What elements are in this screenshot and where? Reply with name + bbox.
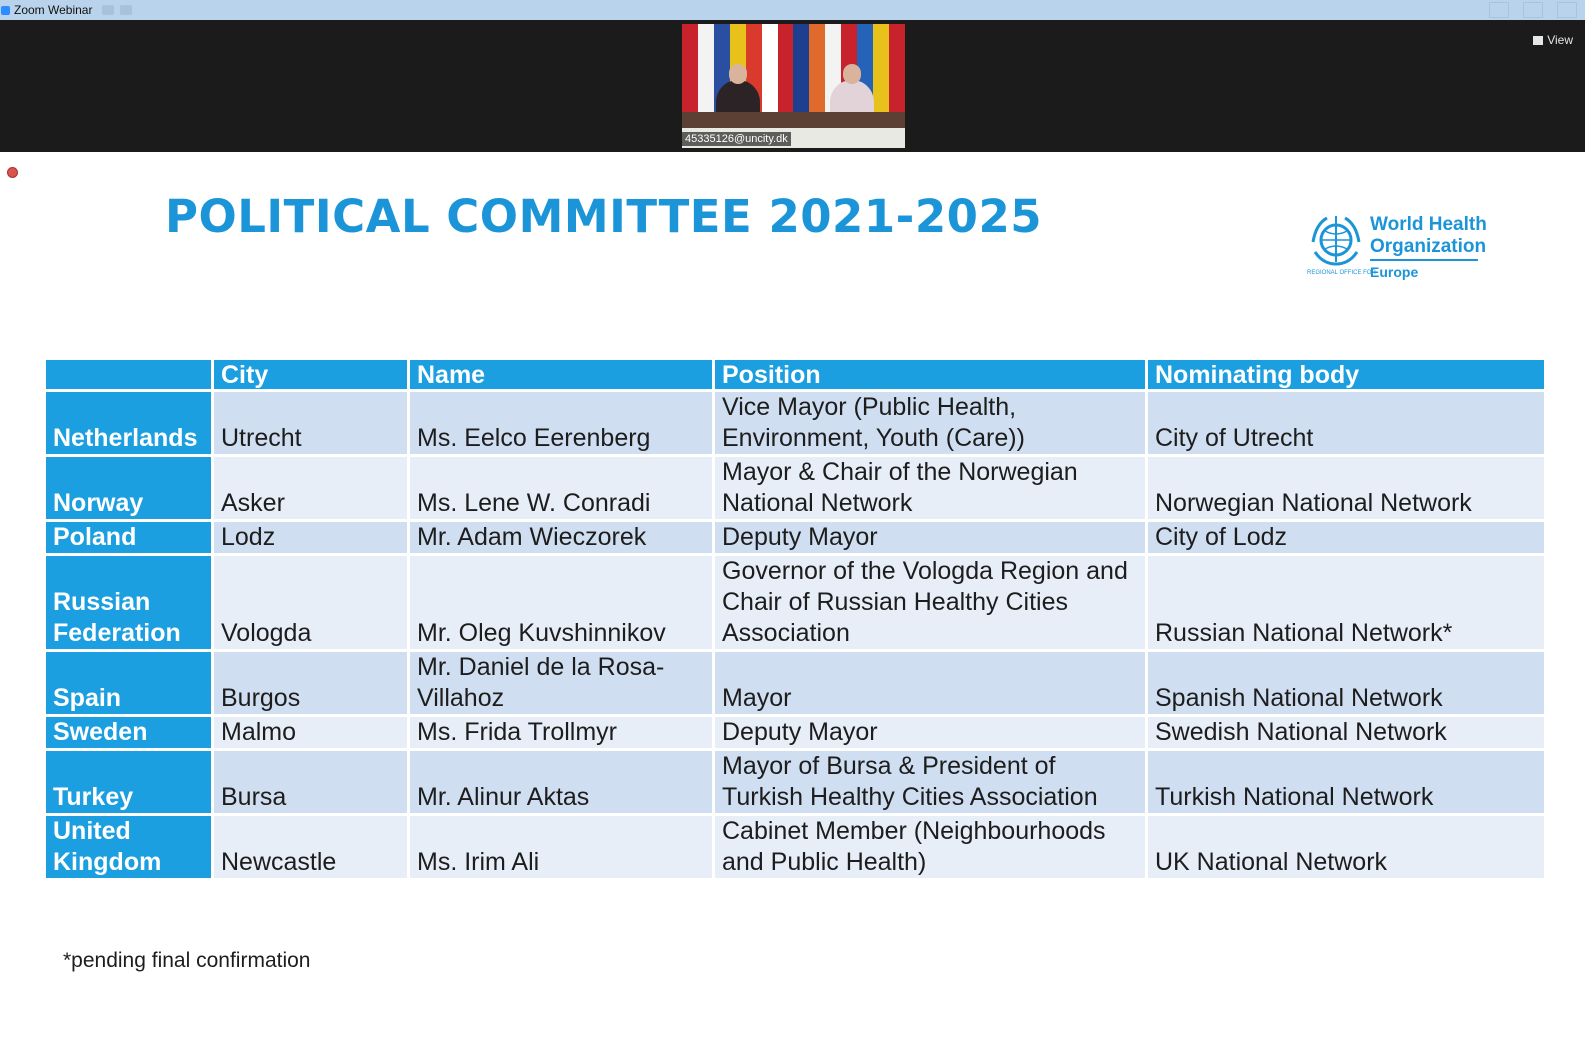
position-cell: Mayor [715, 652, 1145, 714]
country-cell: United Kingdom [46, 816, 211, 878]
nominating-cell: City of Utrecht [1148, 392, 1544, 454]
position-cell: Deputy Mayor [715, 522, 1145, 553]
footnote: *pending final confirmation [63, 949, 311, 972]
table-row [46, 652, 1544, 714]
name-cell: Ms. Eelco Eerenberg [410, 392, 712, 454]
header-position: Position [715, 360, 1145, 389]
table-row [46, 522, 1544, 553]
position-cell: Deputy Mayor [715, 717, 1145, 748]
table-row [46, 816, 1544, 878]
desk [682, 112, 905, 128]
country-cell: Netherlands [46, 392, 211, 454]
city-cell: Lodz [214, 522, 407, 553]
city-cell: Burgos [214, 652, 407, 714]
table-row [46, 717, 1544, 748]
position-cell: Mayor & Chair of the Norwegian National Network [715, 457, 1145, 519]
minimize-button[interactable] [1489, 2, 1509, 18]
table-row [46, 556, 1544, 649]
who-logo [1307, 209, 1487, 289]
who-emblem-icon [1307, 212, 1365, 268]
city-cell: Malmo [214, 717, 407, 748]
city-cell: Utrecht [214, 392, 407, 454]
who-logo-line2: Organization [1370, 236, 1487, 257]
nominating-cell: Swedish National Network [1148, 717, 1544, 748]
grid-view-icon [1533, 36, 1543, 45]
name-cell: Mr. Daniel de la Rosa-Villahoz [410, 652, 712, 714]
country-cell: Russian Federation [46, 556, 211, 649]
chevron-down-icon[interactable] [120, 5, 132, 15]
nominating-cell: Spanish National Network [1148, 652, 1544, 714]
header-nominating-body: Nominating body [1148, 360, 1544, 389]
name-cell: Ms. Lene W. Conradi [410, 457, 712, 519]
speaker-video-thumbnail[interactable] [682, 24, 905, 148]
who-logo-line1: World Health [1370, 214, 1487, 235]
city-cell: Vologda [214, 556, 407, 649]
nominating-cell: Russian National Network* [1148, 556, 1544, 649]
participant-name-label: 45335126@uncity.dk [682, 132, 791, 146]
committee-table [43, 357, 1547, 881]
name-cell: Mr. Alinur Aktas [410, 751, 712, 813]
country-cell: Poland [46, 522, 211, 553]
position-cell: Vice Mayor (Public Health, Environment, Youth (Care)) [715, 392, 1145, 454]
country-cell: Sweden [46, 717, 211, 748]
city-cell: Asker [214, 457, 407, 519]
table-row [46, 457, 1544, 519]
security-icon[interactable] [102, 5, 114, 15]
table-row [46, 392, 1544, 454]
name-cell: Mr. Oleg Kuvshinnikov [410, 556, 712, 649]
slide-title: POLITICAL COMMITTEE 2021-2025 [165, 190, 1043, 243]
position-cell: Governor of the Vologda Region and Chair of Russian Healthy Cities Association [715, 556, 1145, 649]
view-button[interactable] [1533, 33, 1573, 47]
country-cell: Turkey [46, 751, 211, 813]
nominating-cell: UK National Network [1148, 816, 1544, 878]
zoom-app-icon [1, 6, 10, 15]
position-cell: Mayor of Bursa & President of Turkish Healthy Cities Association [715, 751, 1145, 813]
window-title: Zoom Webinar [14, 3, 93, 17]
header-country [46, 360, 211, 389]
participant-head [729, 64, 747, 84]
name-cell: Ms. Irim Ali [410, 816, 712, 878]
participant-head [843, 64, 861, 84]
video-strip [0, 20, 1585, 152]
maximize-button[interactable] [1523, 2, 1543, 18]
close-button[interactable] [1557, 2, 1577, 18]
city-cell: Bursa [214, 751, 407, 813]
name-cell: Mr. Adam Wieczorek [410, 522, 712, 553]
record-indicator-icon [7, 167, 18, 178]
city-cell: Newcastle [214, 816, 407, 878]
titlebar-icons [102, 5, 132, 15]
view-label: View [1547, 33, 1573, 47]
who-logo-subtitle: REGIONAL OFFICE FOR [1307, 270, 1376, 276]
header-city: City [214, 360, 407, 389]
country-cell: Spain [46, 652, 211, 714]
country-cell: Norway [46, 457, 211, 519]
window-controls [1489, 2, 1577, 18]
who-logo-divider [1370, 259, 1478, 261]
who-logo-region: Europe [1370, 264, 1419, 280]
position-cell: Cabinet Member (Neighbourhoods and Public Health) [715, 816, 1145, 878]
name-cell: Ms. Frida Trollmyr [410, 717, 712, 748]
nominating-cell: City of Lodz [1148, 522, 1544, 553]
nominating-cell: Norwegian National Network [1148, 457, 1544, 519]
table-header-row [46, 360, 1544, 389]
nominating-cell: Turkish National Network [1148, 751, 1544, 813]
window-titlebar [0, 0, 1585, 20]
table-row [46, 751, 1544, 813]
header-name: Name [410, 360, 712, 389]
